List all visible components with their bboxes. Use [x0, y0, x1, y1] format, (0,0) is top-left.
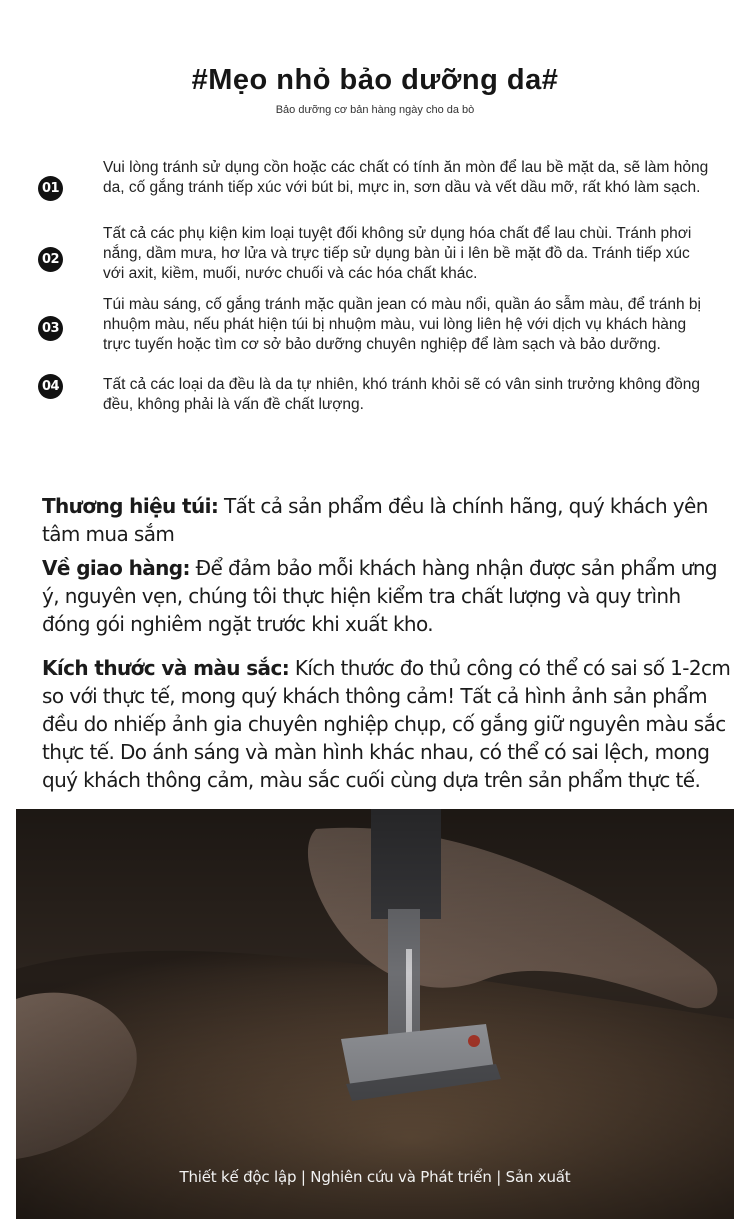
info-brand — [42, 492, 732, 548]
info-text: Tất cả sản phẩm đều là chính hãng, quý khách yên tâm mua sắm — [42, 494, 708, 546]
tip-text: Tất cả các loại da đều là da tự nhiên, khó tránh khỏi sẽ có vân sinh trưởng không đồng đều, không phải là vấn đề chất lượng. — [103, 376, 701, 413]
number-badge-icon: 04 — [38, 374, 63, 399]
info-text: Để đảm bảo mỗi khách hàng nhận được sản phẩm ưng ý, nguyên vẹn, chúng tôi thực hiện kiểm tra chất lượng và quy trình đóng gói nghiêm ngặt trước khi xuất kho. — [42, 556, 717, 636]
info-label: Thương hiệu túi: — [42, 494, 219, 518]
photo-caption: Thiết kế độc lập | Nghiên cứu và Phát triển | Sản xuất — [179, 1168, 571, 1186]
tip-text: Túi màu sáng, cố gắng tránh mặc quần jean có màu nổi, quần áo sẫm màu, để tránh bị nhuộm màu, nếu phát hiện túi bị nhuộm màu, vui lòng liên hệ với dịch vụ khách hàng trực tuyến hoặc tìm cơ sở bảo dưỡng chuyên nghiệp để làm sạch và bảo dưỡng. — [103, 296, 701, 353]
info-label: Kích thước và màu sắc: — [42, 656, 290, 680]
sewing-photo-icon — [16, 809, 734, 1219]
number-badge-icon: 02 — [38, 247, 63, 272]
info-size-color — [42, 654, 732, 794]
number-badge-icon: 03 — [38, 316, 63, 341]
page-subtitle: Bảo dưỡng cơ bản hàng ngày cho da bò — [275, 104, 475, 116]
info-text: Kích thước đo thủ công có thể có sai số 1-2cm so với thực tế, mong quý khách thông cảm! Tất cả hình ảnh sản phẩm đều do nhiếp ảnh gia chuyên nghiệp chụp, cố gắng giữ nguyên màu sắc thực tế. Do ánh sáng và màn hình khác nhau, có thể có sai lệch, mong quý khách thông cảm, màu sắc cuối cùng dựa trên sản phẩm thực tế. — [42, 656, 731, 792]
page-title: #Mẹo nhỏ bảo dưỡng da# — [191, 64, 559, 96]
tip-text: Vui lòng tránh sử dụng cồn hoặc các chất có tính ăn mòn để lau bề mặt da, sẽ làm hỏng da, cố gắng tránh tiếp xúc với bút bi, mực in, sơn dầu và vết dầu mỡ, rất khó làm sạch. — [103, 159, 709, 196]
info-label: Về giao hàng: — [42, 556, 190, 580]
number-badge-icon: 01 — [38, 176, 63, 201]
info-shipping — [42, 554, 732, 638]
sewing-machine-photo — [16, 809, 734, 1219]
tip-text: Tất cả các phụ kiện kim loại tuyệt đối không sử dụng hóa chất để lau chùi. Tránh phơi nắng, dầm mưa, hơ lửa và trực tiếp sử dụng bàn ủi i lên bề mặt đồ da. Tránh tiếp xúc với axit, kiềm, muối, nước chuối và các hóa chất khác. — [103, 225, 692, 282]
